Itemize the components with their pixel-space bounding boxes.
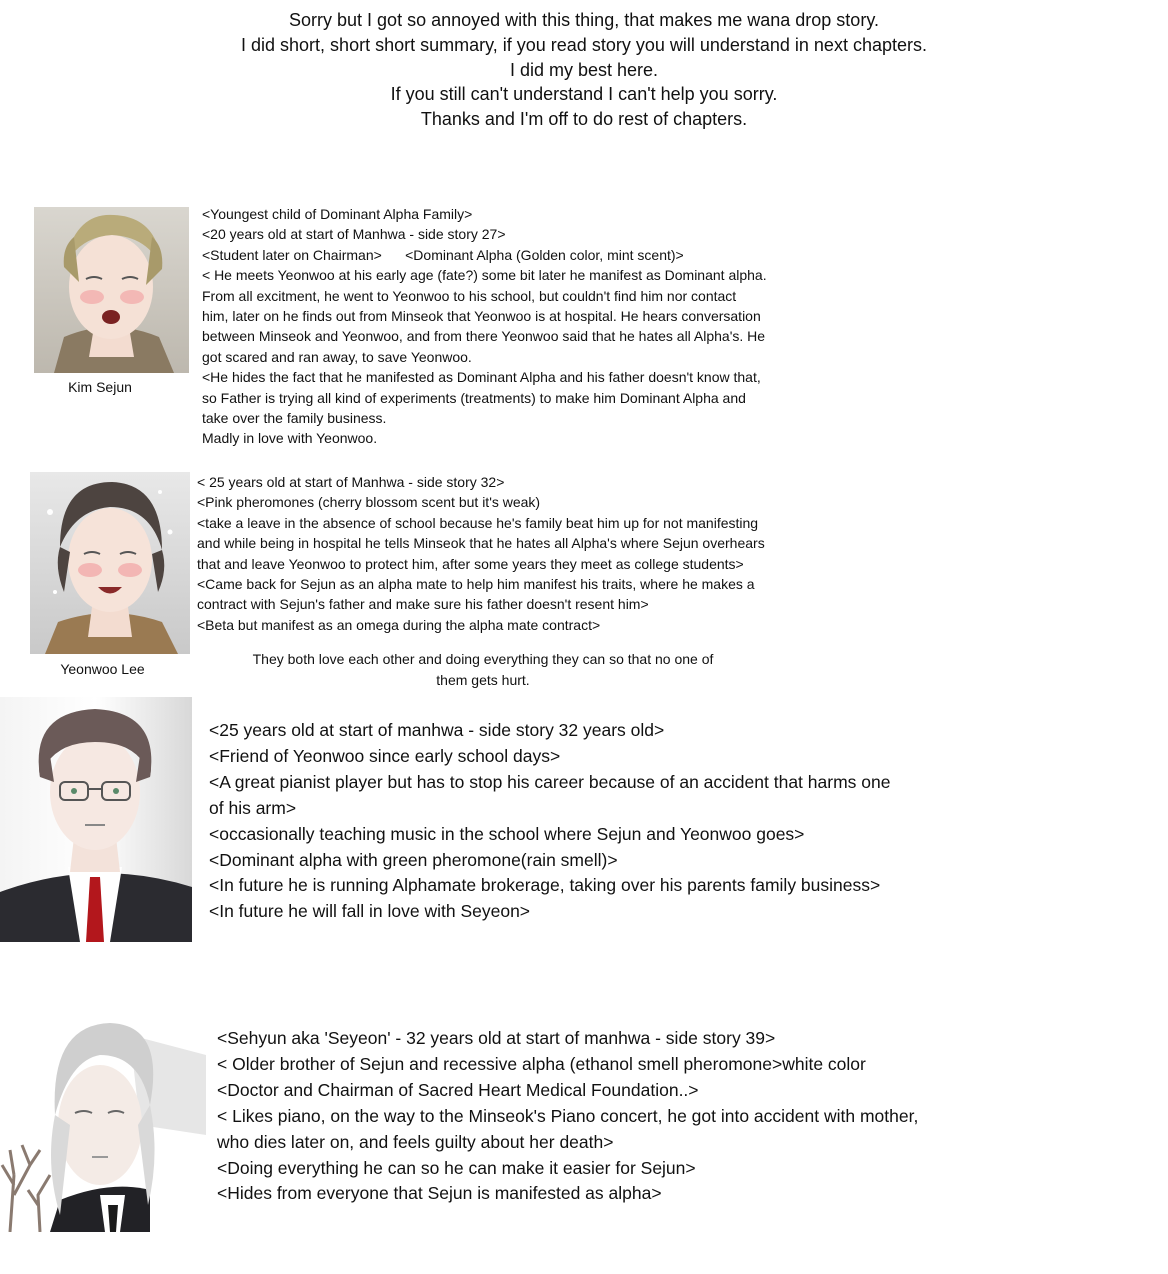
description-line: <Came back for Sejun as an alpha mate to help him manifest his traits, where he makes a — [197, 576, 755, 593]
description-line: <Sehyun aka 'Seyeon' - 32 years old at start of manhwa - side story 39> — [217, 1028, 776, 1048]
portrait-yeonwoo-lee — [30, 472, 190, 654]
intro-line: Thanks and I'm off to do rest of chapters. — [420, 109, 748, 130]
description-line: <Doing everything he can so he can make it easier for Sejun> — [217, 1157, 696, 1178]
description-line: <25 years old at start of manhwa - side story 32 years old> — [209, 720, 665, 740]
description-line: < Older brother of Sejun and recessive alpha (ethanol smell pheromone>white color — [217, 1053, 866, 1074]
character-description — [197, 472, 765, 635]
description-line: take over the family business. — [202, 410, 387, 427]
description-line: him, later on he finds out from Minseok that Yeonwoo is at hospital. He hears conversation — [202, 308, 761, 325]
description-line: and while being in hospital he tells Minseok that he hates all Alpha's where Sejun overhears — [197, 535, 765, 552]
description-line: <Friend of Yeonwoo since early school days> — [209, 745, 561, 766]
description-line: <Pink pheromones (cherry blossom scent but it's weak) — [197, 494, 541, 511]
description-line: <In future he will fall in love with Seyeon> — [209, 901, 531, 922]
description-line: <take a leave in the absence of school because he's family beat him up for not manifesting — [197, 514, 759, 531]
description-line: <Youngest child of Dominant Alpha Family> — [202, 206, 473, 222]
intro-line: I did my best here. — [509, 59, 659, 80]
description-line: <occasionally teaching music in the school where Sejun and Yeonwoo goes> — [209, 823, 805, 844]
description-line: who dies later on, and feels guilty about her death> — [217, 1131, 614, 1152]
description-line: <In future he is running Alphamate brokerage, taking over his parents family business> — [209, 875, 881, 896]
character-description — [217, 1026, 918, 1207]
note-line: them gets hurt. — [436, 671, 530, 688]
character-description — [202, 204, 767, 449]
character-description — [209, 718, 890, 925]
description-line: < He meets Yeonwoo at his early age (fate?) some bit later he manifest as Dominant alpha. — [202, 267, 767, 284]
portrait-kim-sejun — [34, 207, 189, 373]
portrait-sehyun — [0, 1015, 206, 1232]
description-line: that and leave Yeonwoo to protect him, after some years they meet as college students> — [197, 555, 744, 572]
description-line: <Dominant alpha with green pheromone(rain smell)> — [209, 849, 618, 870]
intro-line: I did short, short short summary, if you read story you will understand in next chapters. — [241, 34, 927, 55]
description-line: < 25 years old at start of Manhwa - side story 32> — [197, 474, 505, 490]
description-line: of his arm> — [209, 797, 297, 818]
intro-line: Sorry but I got so annoyed with this thing, that makes me wana drop story. — [289, 10, 879, 30]
note-line: They both love each other and doing everything they can so that no one of — [252, 651, 714, 667]
portrait-minseok — [0, 697, 192, 942]
intro-line: If you still can't understand I can't help you sorry. — [390, 84, 778, 105]
description-line: <Beta but manifest as an omega during the alpha mate contract> — [197, 616, 601, 633]
description-line: <Doctor and Chairman of Sacred Heart Medical Foundation..> — [217, 1079, 699, 1100]
relationship-note — [213, 649, 753, 690]
description-line: so Father is trying all kind of experiments (treatments) to make him Dominant Alpha and — [202, 389, 746, 406]
description-line: got scared and ran away, to save Yeonwoo. — [202, 348, 472, 365]
description-line: <20 years old at start of Manhwa - side story 27> — [202, 226, 506, 243]
intro-text — [0, 8, 1168, 132]
description-line: <Student later on Chairman> <Dominant Alpha (Golden color, mint scent)> — [202, 246, 684, 263]
description-line: Madly in love with Yeonwoo. — [202, 430, 378, 447]
character-name: Yeonwoo Lee — [60, 661, 145, 677]
description-line: <Hides from everyone that Sejun is manifested as alpha> — [217, 1183, 662, 1204]
character-name: Kim Sejun — [68, 379, 132, 395]
description-line: contract with Sejun's father and make sure his father doesn't resent him> — [197, 596, 649, 613]
description-line: From all excitment, he went to Yeonwoo to his school, but couldn't find him nor contact — [202, 287, 737, 304]
description-line: <A great pianist player but has to stop his career because of an accident that harms one — [209, 771, 891, 792]
description-line: <He hides the fact that he manifested as Dominant Alpha and his father doesn't know that, — [202, 369, 761, 386]
description-line: < Likes piano, on the way to the Minseok's Piano concert, he got into accident with mother, — [217, 1105, 919, 1126]
description-line: between Minseok and Yeonwoo, and from there Yeonwoo said that he hates all Alpha's. He — [202, 328, 766, 345]
